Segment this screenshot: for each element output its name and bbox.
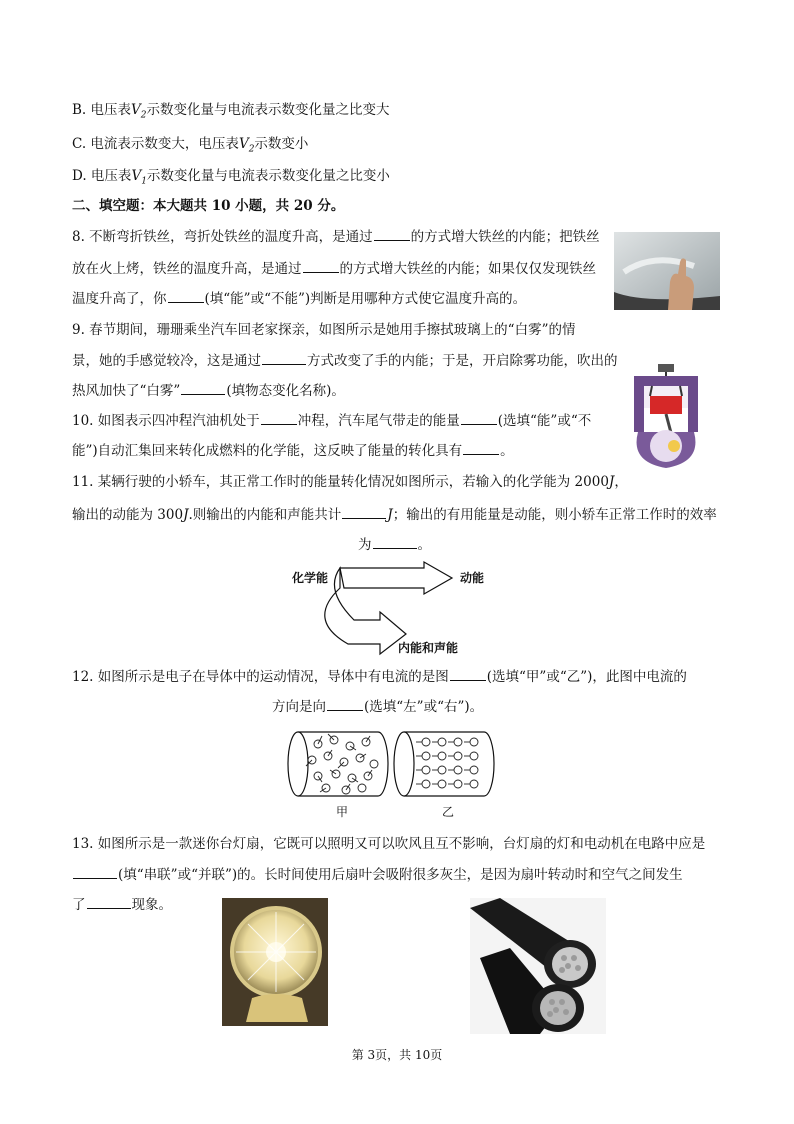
q10-line2 [72, 440, 514, 461]
label-yi: 乙 [442, 805, 455, 819]
option-c [72, 134, 308, 160]
answer-blank[interactable] [463, 440, 499, 455]
q8-line1 [72, 226, 600, 247]
text: 的方式增大铁丝的内能；如果仅仅发现铁丝 [339, 261, 596, 277]
text: 热风加快了“白雾” [72, 383, 181, 399]
v2-symbol [131, 102, 147, 121]
option-b [72, 100, 390, 126]
joule-unit: J [387, 507, 393, 523]
energy-flow-diagram [284, 560, 504, 660]
page-footer: 第 3页，共 10页 [351, 1048, 443, 1062]
v2-symbol [238, 136, 255, 155]
answer-blank[interactable] [73, 864, 117, 879]
v-letter: V [131, 102, 141, 118]
window-fog-photo [614, 232, 720, 310]
text: 方式改变了手的内能；于是，开启除雾功能，吹出的 [307, 353, 618, 369]
v-sub: 1 [141, 176, 147, 187]
q12-line2 [272, 696, 483, 717]
internal-sound-energy-label: 内能和声能 [398, 641, 459, 655]
q8-line2 [72, 258, 596, 279]
text: 11. 某辆行驶的小轿车，其正常工作时的能量转化情况如图所示，若输入的化学能为 2000 [72, 474, 609, 490]
kinetic-energy-label: 动能 [460, 571, 485, 585]
v-letter: V [131, 168, 142, 184]
text: 为 [358, 537, 372, 553]
answer-blank[interactable] [461, 410, 497, 425]
option-c-post: 示数变小 [254, 136, 309, 152]
mini-fan-lamp-photo [222, 898, 328, 1026]
label-jia: 甲 [336, 805, 349, 819]
option-d [72, 166, 390, 192]
q8-line3 [72, 288, 526, 309]
q10-line1 [72, 410, 591, 431]
option-d-pre: D. 电压表 [72, 168, 132, 184]
text: 能”)自动汇集回来转化成燃料的化学能，这反映了能量的转化具有 [72, 443, 463, 459]
section-heading: 二、填空题：本大题共 10 小题，共 20 分。 [72, 198, 345, 214]
electron-conductor-figure [286, 726, 496, 822]
answer-blank[interactable] [327, 696, 363, 711]
answer-blank[interactable] [373, 534, 417, 549]
four-stroke-engine-diagram [628, 362, 704, 472]
answer-blank[interactable] [303, 258, 339, 273]
text: (选填“甲”或“乙”)，此图中电流的 [486, 669, 687, 685]
q11-line3 [358, 534, 431, 555]
text: (填物态变化名称)。 [226, 383, 345, 399]
answer-blank[interactable] [450, 666, 486, 681]
answer-blank[interactable] [261, 410, 297, 425]
answer-blank[interactable] [262, 350, 306, 365]
answer-blank[interactable] [168, 288, 204, 303]
q11-line1 [72, 472, 628, 492]
text: 冲程，汽车尾气带走的能量 [297, 413, 460, 429]
text: 输出的动能为 300 [72, 507, 184, 523]
text: 温度升高了，你 [72, 291, 167, 307]
text: 的方式增大铁丝的内能；把铁丝 [410, 229, 600, 245]
q12-line1 [72, 666, 687, 687]
q11-line2 [72, 504, 717, 525]
q13-line2 [72, 864, 683, 885]
q13-line1: 13. 如图所示是一款迷你台灯扇，它既可以照明又可以吹风且互不影响，台灯扇的灯和电动机在电路中应是 [72, 836, 706, 852]
text: 现象。 [131, 897, 172, 913]
answer-blank[interactable] [342, 504, 386, 519]
text: (填“能”或“不能”)判断是用哪种方式使它温度升高的。 [204, 291, 527, 307]
text: ；输出的有用能量是动能，则小轿车正常工作时的效率 [392, 507, 717, 523]
option-b-post: 示数变化量与电流表示数变化量之比变大 [146, 102, 390, 118]
v-sub: 2 [140, 110, 147, 121]
text: (选填“能”或“不 [497, 413, 592, 429]
option-b-pre: B. 电压表 [72, 102, 132, 118]
text: 放在火上烤，铁丝的温度升高，是通过 [72, 261, 302, 277]
joule-unit: J [608, 474, 615, 490]
text: 景，她的手感觉较冷，这是通过 [72, 353, 261, 369]
text: 12. 如图所示是电子在导体中的运动情况，导体中有电流的是图 [72, 669, 449, 685]
text: .则输出的内能和声能共计 [188, 507, 342, 523]
cable-photo [470, 898, 606, 1034]
answer-blank[interactable] [181, 380, 225, 395]
text: 方向是向 [272, 699, 326, 715]
text: 了 [72, 897, 86, 913]
q9-line3 [72, 380, 345, 401]
q13-line3 [72, 894, 172, 915]
text: ， [614, 474, 628, 490]
option-d-post: 示数变化量与电流表示数变化量之比变小 [146, 168, 390, 184]
text: 8. 不断弯折铁丝，弯折处铁丝的温度升高，是通过 [72, 229, 373, 245]
q9-line2 [72, 350, 618, 371]
q9-line1: 9. 春节期间，珊珊乘坐汽车回老家探亲，如图所示是她用手擦拭玻璃上的“白雾”的情 [72, 322, 576, 338]
text: (填“串联”或“并联”)的。长时间使用后扇叶会吸附很多灰尘，是因为扇叶转动时和空气之间发生 [118, 867, 683, 883]
chemical-energy-label: 化学能 [292, 571, 329, 585]
text: 。 [500, 443, 514, 459]
text: 10. 如图表示四冲程汽油机处于 [72, 413, 260, 429]
answer-blank[interactable] [87, 894, 131, 909]
v-sub: 2 [248, 144, 255, 155]
text: 。 [417, 537, 431, 553]
joule-unit: J [183, 507, 189, 523]
v-letter: V [238, 136, 249, 152]
answer-blank[interactable] [374, 226, 410, 241]
v1-symbol [131, 168, 147, 187]
text: (选填“左”或“右”)。 [364, 699, 484, 715]
option-c-pre: C. 电流表示数变大，电压表 [72, 136, 239, 152]
conductors-svg [286, 726, 496, 802]
